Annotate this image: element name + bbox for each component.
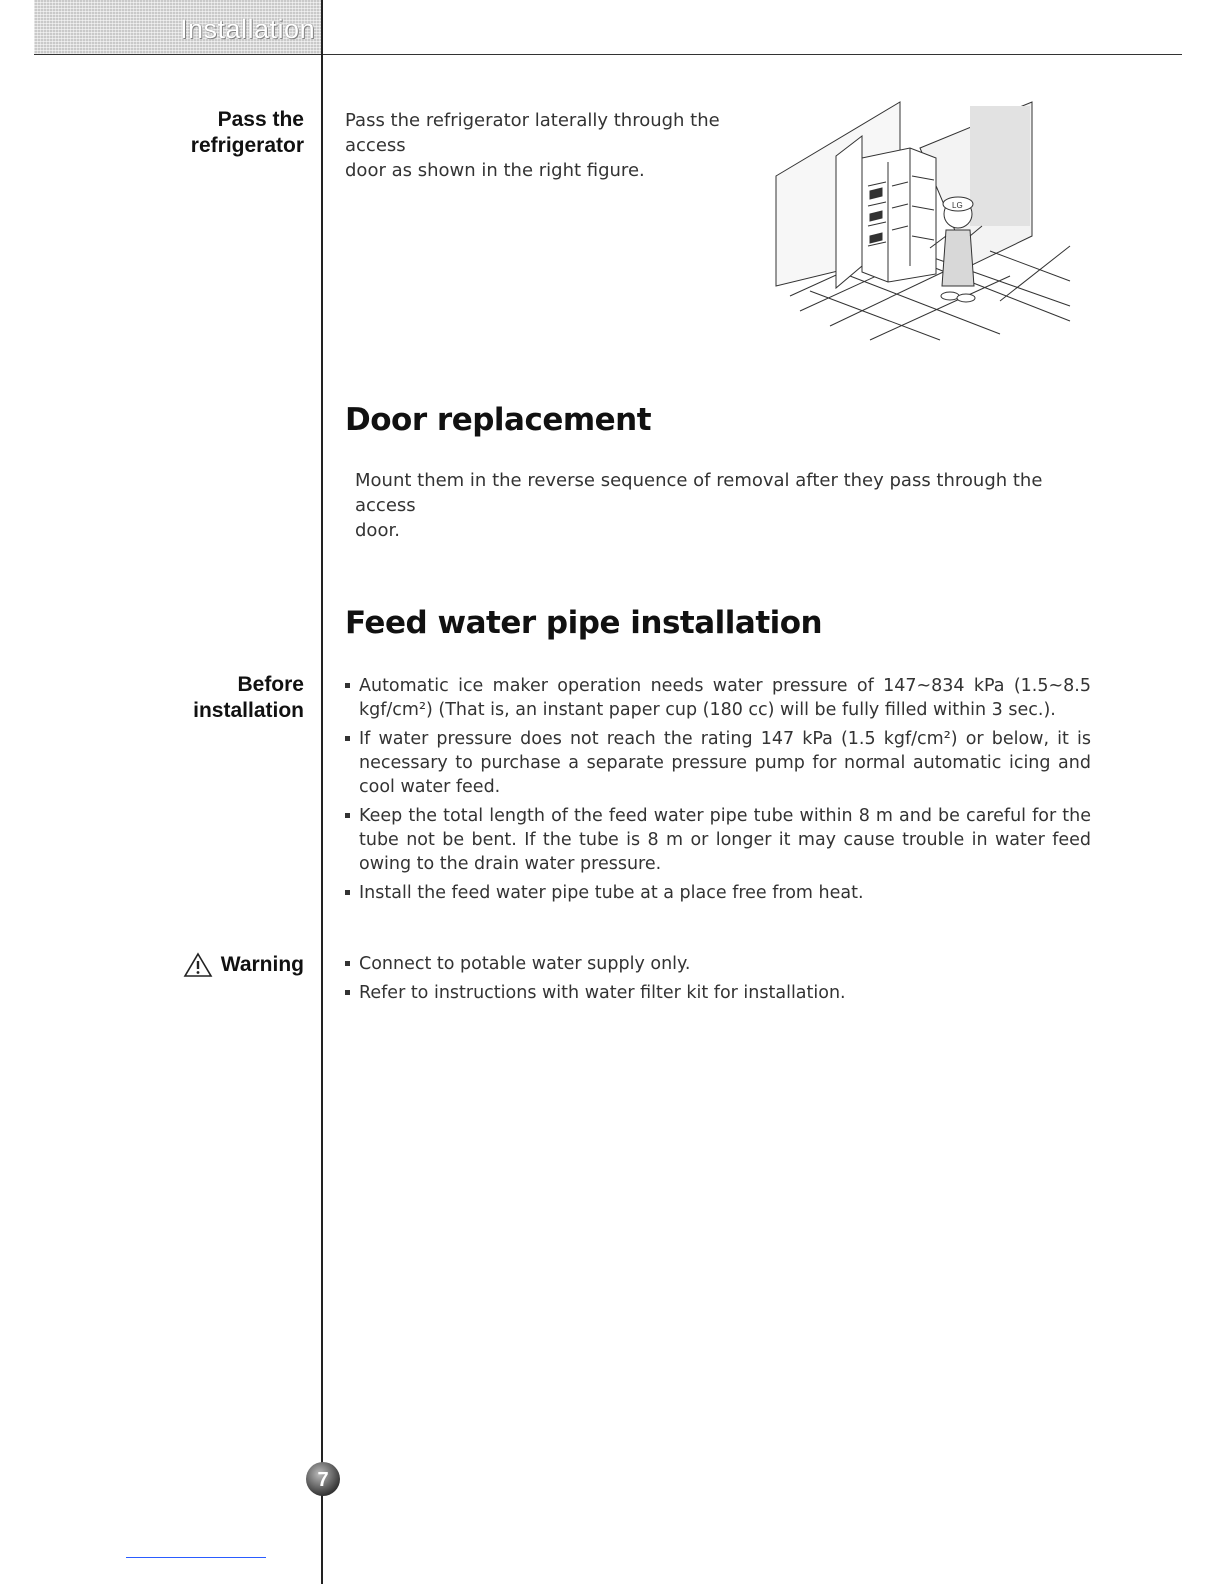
feed-water-heading: Feed water pipe installation xyxy=(345,605,823,641)
vertical-divider xyxy=(321,0,323,1584)
list-item xyxy=(345,727,1091,799)
bottom-rule xyxy=(126,1557,266,1558)
list-item-text: Keep the total length of the feed water pipe tube within 8 m and be careful for the tube not be bent. If the tube is 8 m or longer it may cause trouble in water feed owing to the drain water pressure. xyxy=(359,806,1091,874)
label-line: refrigerator xyxy=(190,134,304,157)
before-installation-list xyxy=(345,674,1091,910)
list-item-text: Install the feed water pipe tube at a place free from heat. xyxy=(359,883,864,903)
list-item-text: If water pressure does not reach the rating 147 kPa (1.5 kgf/cm²) or below, it is necessary to purchase a separate pressure pump for normal automatic icing and cool water feed. xyxy=(359,729,1091,797)
text-line: door as shown in the right figure. xyxy=(345,160,645,181)
list-item xyxy=(345,881,1091,905)
label-line: installation xyxy=(193,699,304,722)
text-line: door. xyxy=(355,520,400,541)
list-item-text: Automatic ice maker operation needs water pressure of 147~834 kPa (1.5~8.5 kgf/cm²) (That is, an instant paper cup (180 cc) will be fully filled within 3 sec.). xyxy=(359,676,1091,720)
warning-list xyxy=(345,952,1091,1010)
bullet-icon xyxy=(345,990,350,995)
warning-label-group xyxy=(183,952,304,978)
cap-logo-text: LG xyxy=(952,201,963,210)
refrigerator-access-illustration xyxy=(770,96,1080,342)
list-item xyxy=(345,804,1091,876)
bullet-icon xyxy=(345,736,350,741)
pass-refrigerator-text xyxy=(345,108,765,183)
label-line: Before xyxy=(237,673,304,696)
list-item-text: Refer to instructions with water filter kit for installation. xyxy=(359,983,846,1003)
list-item xyxy=(345,952,1091,976)
page-number: 7 xyxy=(317,1469,329,1491)
text-line: Mount them in the reverse sequence of removal after they pass through the access xyxy=(355,470,1043,516)
list-item xyxy=(345,674,1091,722)
section-title: Installation xyxy=(180,14,316,44)
label-line: Pass the xyxy=(217,108,304,131)
list-item xyxy=(345,981,1091,1005)
list-item-text: Connect to potable water supply only. xyxy=(359,954,691,974)
text-line: Pass the refrigerator laterally through the access xyxy=(345,110,720,156)
header-rule xyxy=(34,54,1182,55)
pass-refrigerator-label xyxy=(191,107,304,159)
page-number-badge xyxy=(304,1460,342,1498)
before-installation-label xyxy=(193,672,304,724)
warning-label: Warning xyxy=(220,953,304,976)
bullet-icon xyxy=(345,890,350,895)
bullet-icon xyxy=(345,813,350,818)
bullet-icon xyxy=(345,683,350,688)
header-tab xyxy=(34,0,322,55)
door-replacement-heading: Door replacement xyxy=(345,402,652,438)
bullet-icon xyxy=(345,961,350,966)
door-replacement-text xyxy=(355,468,1095,543)
warning-triangle-icon xyxy=(183,952,213,978)
